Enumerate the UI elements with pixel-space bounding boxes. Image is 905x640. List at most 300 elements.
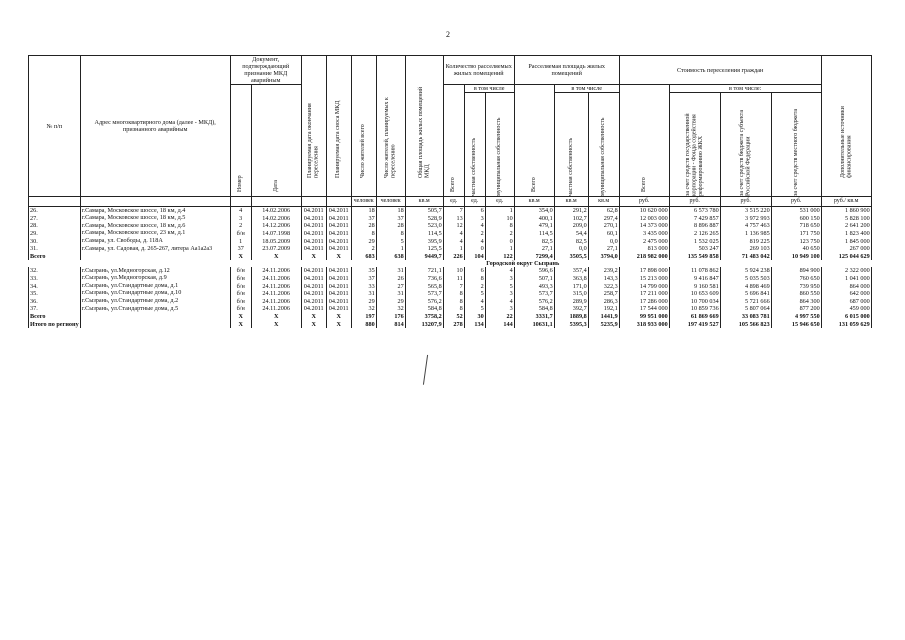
unit: кв.м xyxy=(514,197,554,207)
table-cell: 24.11.2006 xyxy=(251,267,301,275)
table-cell: 736,6 xyxy=(405,275,443,283)
table-cell: 814 xyxy=(376,320,405,328)
table-cell: г.Сызрань, ул.Стандартные дома, д.1 xyxy=(80,282,230,290)
table-cell: 8 xyxy=(351,230,376,238)
table-cell: 267 000 xyxy=(821,245,871,253)
table-cell: 4 898 469 xyxy=(720,282,771,290)
unit: человек xyxy=(376,197,405,207)
table-cell: 813 000 xyxy=(619,245,669,253)
table-cell: 493,3 xyxy=(514,282,554,290)
table-cell: 523,0 xyxy=(405,222,443,230)
table-cell: 11 xyxy=(443,275,464,283)
table-cell: 27,1 xyxy=(514,245,554,253)
table-cell: 37 xyxy=(351,275,376,283)
table-cell: 54,4 xyxy=(554,230,588,238)
table-cell: 864 000 xyxy=(821,282,871,290)
table-cell: 29 xyxy=(351,237,376,245)
table-cell xyxy=(80,320,230,328)
unit: ед. xyxy=(443,197,464,207)
rooms-in-that: в том числе xyxy=(464,85,514,93)
table-cell: 8 xyxy=(464,275,485,283)
table-cell: 4 xyxy=(485,267,514,275)
table-cell: б/н xyxy=(230,305,251,313)
table-cell: 29. xyxy=(29,230,81,238)
table-cell: 14.02.2006 xyxy=(251,215,301,223)
table-cell: 363,8 xyxy=(554,275,588,283)
table-cell: 819 225 xyxy=(720,237,771,245)
table-cell: 18.05.2009 xyxy=(251,237,301,245)
col-num: № п/п xyxy=(29,56,81,197)
table-cell: 4 757 463 xyxy=(720,222,771,230)
table-cell: 4 xyxy=(443,237,464,245)
table-cell: 5395,3 xyxy=(554,320,588,328)
table-cell: 14 799 000 xyxy=(619,282,669,290)
table-cell: 23.07.2009 xyxy=(251,245,301,253)
table-cell: 14 373 000 xyxy=(619,222,669,230)
table-cell: 04.2011 xyxy=(326,298,351,306)
col-planned-end: Планируемая дата окончания переселения xyxy=(301,56,326,197)
table-cell: 17 211 000 xyxy=(619,290,669,298)
table-cell: 10 700 034 xyxy=(669,298,720,306)
col-residents-total: Число жителей всего xyxy=(351,56,376,197)
table-row xyxy=(29,245,872,253)
table-cell: 5 721 666 xyxy=(720,298,771,306)
table-cell: 2 xyxy=(351,245,376,253)
table-cell: 04.2011 xyxy=(301,207,326,215)
table-cell: 171 750 xyxy=(771,230,821,238)
table-cell: 04.2011 xyxy=(326,207,351,215)
table-cell: 5 xyxy=(485,282,514,290)
table-cell: X xyxy=(326,253,351,261)
table-cell: 1 xyxy=(230,237,251,245)
table-cell: 04.2011 xyxy=(326,282,351,290)
table-cell: 123 750 xyxy=(771,237,821,245)
table-cell: 860 550 xyxy=(771,290,821,298)
table-cell: 04.2011 xyxy=(326,237,351,245)
table-cell: г.Сызрань, ул.Стандартные дома, д.10 xyxy=(80,290,230,298)
table-cell: 04.2011 xyxy=(301,237,326,245)
table-cell: 10 949 100 xyxy=(771,253,821,261)
table-cell: 1 845 000 xyxy=(821,237,871,245)
table-cell: 17 544 000 xyxy=(619,305,669,313)
table-cell: 3794,0 xyxy=(588,253,619,261)
total-row xyxy=(29,313,872,321)
table-cell: 5 924 238 xyxy=(720,267,771,275)
table-cell: б/н xyxy=(230,267,251,275)
table-cell: 125 044 629 xyxy=(821,253,871,261)
unit: ед. xyxy=(485,197,514,207)
table-cell: 2 xyxy=(485,230,514,238)
unit: руб. xyxy=(771,197,821,207)
table-cell: 192,1 xyxy=(588,305,619,313)
table-cell: 33 083 781 xyxy=(720,313,771,321)
col-area-total: Всего xyxy=(514,85,554,197)
table-cell: 9 160 581 xyxy=(669,282,720,290)
table-cell: 8 xyxy=(443,298,464,306)
table-cell: 28 xyxy=(376,222,405,230)
table-cell: 04.2011 xyxy=(301,230,326,238)
table-cell: г.Самара, Московское шоссе, 18 км, д.6 xyxy=(80,222,230,230)
table-cell: 596,6 xyxy=(514,267,554,275)
table-cell: 3 xyxy=(485,305,514,313)
table-cell: 32 xyxy=(351,305,376,313)
table-cell: 33 xyxy=(351,282,376,290)
table-cell: 14.07.1998 xyxy=(251,230,301,238)
unit: руб. xyxy=(669,197,720,207)
table-cell: 13 xyxy=(443,215,464,223)
table-cell: 1 xyxy=(485,207,514,215)
table-cell: 62,8 xyxy=(588,207,619,215)
table-cell: 29 xyxy=(376,298,405,306)
table-cell: 9449,7 xyxy=(405,253,443,261)
table-cell: 17 898 000 xyxy=(619,267,669,275)
table-cell: 7299,4 xyxy=(514,253,554,261)
table-cell: 2 xyxy=(230,222,251,230)
table-row xyxy=(29,230,872,238)
table-cell: 82,5 xyxy=(514,237,554,245)
col-cost-total: Всего xyxy=(619,85,669,197)
table-cell: 638 xyxy=(376,253,405,261)
table-cell: 718 650 xyxy=(771,222,821,230)
table-cell: 04.2011 xyxy=(326,245,351,253)
table-row xyxy=(29,222,872,230)
table-cell: г.Сызрань, ул.Медногорская, д.12 xyxy=(80,267,230,275)
table-cell: 3 xyxy=(230,215,251,223)
table-cell: 15 213 000 xyxy=(619,275,669,283)
table-cell: 5 696 841 xyxy=(720,290,771,298)
unit: руб./ кв.м xyxy=(821,197,871,207)
table-body-samara xyxy=(29,207,872,261)
table-cell: 27,1 xyxy=(588,245,619,253)
table-cell: 8 896 887 xyxy=(669,222,720,230)
table-cell: 395,9 xyxy=(405,237,443,245)
table-cell: 4 xyxy=(485,298,514,306)
col-area-municipal: муниципальная собственность xyxy=(588,93,619,197)
table-cell: 04.2011 xyxy=(326,267,351,275)
table-cell: 15 946 650 xyxy=(771,320,821,328)
table-cell: 3 xyxy=(485,290,514,298)
table-cell: 134 xyxy=(464,320,485,328)
col-residents-planned: Число жителей, планируемых к переселению xyxy=(376,56,405,197)
table-cell: 600 150 xyxy=(771,215,821,223)
table-cell: 122 xyxy=(485,253,514,261)
units-row xyxy=(29,197,872,207)
unit: кв.м xyxy=(588,197,619,207)
table-cell: 114,5 xyxy=(514,230,554,238)
table-cell: 683 xyxy=(351,253,376,261)
table-cell: 286,3 xyxy=(588,298,619,306)
table-cell: 04.2011 xyxy=(301,222,326,230)
table-cell: 3 xyxy=(485,275,514,283)
table-cell: 14.02.2006 xyxy=(251,207,301,215)
unit: кв.м xyxy=(554,197,588,207)
table-cell: 1441,9 xyxy=(588,313,619,321)
table-cell: 04.2011 xyxy=(326,222,351,230)
table-cell: г.Сызрань, ул.Стандартные дома, д.2 xyxy=(80,298,230,306)
table-cell xyxy=(80,253,230,261)
table-cell: 258,7 xyxy=(588,290,619,298)
table-cell: 6 xyxy=(464,207,485,215)
table-cell: 3 xyxy=(464,215,485,223)
table-row xyxy=(29,305,872,313)
emergency-housing-table xyxy=(28,55,872,328)
table-cell: 5 828 100 xyxy=(821,215,871,223)
table-cell: 24.11.2006 xyxy=(251,305,301,313)
table-cell: 505,7 xyxy=(405,207,443,215)
table-cell: 322,3 xyxy=(588,282,619,290)
table-cell: г.Самара, Московское шоссе, 18 км, д.4 xyxy=(80,207,230,215)
table-cell: 2 xyxy=(464,230,485,238)
table-cell: 10 xyxy=(485,215,514,223)
table-cell: 1 823 400 xyxy=(821,230,871,238)
table-cell: 531 000 xyxy=(771,207,821,215)
col-document: Документ, подтверждающий признание МКД аварийным xyxy=(230,56,301,85)
table-cell: 2 322 000 xyxy=(821,267,871,275)
table-cell: 31 xyxy=(376,290,405,298)
table-cell: 04.2011 xyxy=(326,305,351,313)
section-row xyxy=(29,260,872,267)
table-cell: 0 xyxy=(485,237,514,245)
table-cell: 28. xyxy=(29,222,81,230)
table-cell: 04.2011 xyxy=(301,305,326,313)
table-cell: 479,1 xyxy=(514,222,554,230)
table-cell: 3 435 000 xyxy=(619,230,669,238)
table-cell: 2 475 000 xyxy=(619,237,669,245)
table-cell: 0,0 xyxy=(588,237,619,245)
table-cell: г.Самара, Московское шоссе, 23 км, д.1 xyxy=(80,230,230,238)
table-cell: 269 103 xyxy=(720,245,771,253)
table-cell: 35 xyxy=(351,267,376,275)
table-cell: 171,0 xyxy=(554,282,588,290)
table-cell: 6 573 780 xyxy=(669,207,720,215)
table-cell: 1 041 000 xyxy=(821,275,871,283)
table-cell: 31 xyxy=(351,290,376,298)
col-rooms-count: Количество расселяемых жилых помещений xyxy=(443,56,514,85)
table-cell: 34. xyxy=(29,282,81,290)
table-cell: 35. xyxy=(29,290,81,298)
pen-mark xyxy=(423,355,431,385)
table-cell: 278 xyxy=(443,320,464,328)
table-cell: 0,0 xyxy=(554,245,588,253)
table-cell: б/н xyxy=(230,230,251,238)
table-cell: 392,7 xyxy=(554,305,588,313)
table-cell xyxy=(80,313,230,321)
col-doc-number: Номер xyxy=(230,85,251,197)
table-cell: 270,1 xyxy=(588,222,619,230)
table-cell: 10 859 736 xyxy=(669,305,720,313)
table-cell: 114,5 xyxy=(405,230,443,238)
table-cell: б/н xyxy=(230,298,251,306)
table-cell: 30 xyxy=(464,313,485,321)
table-cell: 11 078 862 xyxy=(669,267,720,275)
table-cell: 1 xyxy=(376,245,405,253)
table-cell: 239,2 xyxy=(588,267,619,275)
table-cell: 218 982 000 xyxy=(619,253,669,261)
unit: человек xyxy=(351,197,376,207)
table-cell: 7 xyxy=(443,207,464,215)
table-cell: 10631,1 xyxy=(514,320,554,328)
table-cell: 318 933 000 xyxy=(619,320,669,328)
table-cell: 22 xyxy=(485,313,514,321)
table-cell: 24.11.2006 xyxy=(251,298,301,306)
table-cell: 576,2 xyxy=(514,298,554,306)
unit: ед. xyxy=(464,197,485,207)
table-cell: 354,0 xyxy=(514,207,554,215)
table-cell: 13207,9 xyxy=(405,320,443,328)
table-cell: X xyxy=(326,313,351,321)
table-cell: 61 869 669 xyxy=(669,313,720,321)
table-cell: 8 xyxy=(443,305,464,313)
table-cell: 297,4 xyxy=(588,215,619,223)
table-cell: 400,1 xyxy=(514,215,554,223)
table-cell: 18 xyxy=(351,207,376,215)
table-cell: 24.11.2006 xyxy=(251,282,301,290)
table-cell: б/н xyxy=(230,290,251,298)
area-in-that: в том числе xyxy=(554,85,619,93)
table-cell: 8 xyxy=(376,230,405,238)
col-cost: Стоимость переселения граждан xyxy=(619,56,821,85)
table-cell: 04.2011 xyxy=(326,275,351,283)
table-cell: 40 650 xyxy=(771,245,821,253)
table-cell: 37 xyxy=(230,245,251,253)
table-cell: 7 429 857 xyxy=(669,215,720,223)
table-row xyxy=(29,275,872,283)
col-doc-date: Дата xyxy=(251,85,301,197)
table-cell: 6 xyxy=(464,267,485,275)
table-cell: 9 416 847 xyxy=(669,275,720,283)
col-rooms-private: частная собственность xyxy=(464,93,485,197)
table-cell: 5 807 064 xyxy=(720,305,771,313)
table-cell: 573,7 xyxy=(405,290,443,298)
table-cell: X xyxy=(326,320,351,328)
table-cell: 2 126 265 xyxy=(669,230,720,238)
table-cell: 459 000 xyxy=(821,305,871,313)
table-cell: 14.12.2006 xyxy=(251,222,301,230)
table-cell: 3758,2 xyxy=(405,313,443,321)
table-cell: 144 xyxy=(485,320,514,328)
table-cell: 4 997 550 xyxy=(771,313,821,321)
table-cell: 04.2011 xyxy=(301,275,326,283)
table-cell: 7 xyxy=(443,282,464,290)
table-cell: 1 860 900 xyxy=(821,207,871,215)
table-cell: 04.2011 xyxy=(301,298,326,306)
table-cell: X xyxy=(301,313,326,321)
table-cell: 143,3 xyxy=(588,275,619,283)
table-cell: 197 xyxy=(351,313,376,321)
table-cell: 37 xyxy=(351,215,376,223)
table-cell: г.Самара, Московское шоссе, 18 км, д.5 xyxy=(80,215,230,223)
table-cell: 27. xyxy=(29,215,81,223)
table-cell: 1889,8 xyxy=(554,313,588,321)
col-planned-demolish: Планируемая дата сноса МКД xyxy=(326,56,351,197)
table-cell: 584,8 xyxy=(514,305,554,313)
table-cell: 135 549 858 xyxy=(669,253,720,261)
table-cell: 1 xyxy=(443,245,464,253)
table-cell: 31 xyxy=(376,267,405,275)
table-cell: 24.11.2006 xyxy=(251,290,301,298)
table-cell: 3 515 220 xyxy=(720,207,771,215)
table-cell: X xyxy=(301,253,326,261)
table-cell: 71 483 042 xyxy=(720,253,771,261)
table-cell: 04.2011 xyxy=(301,290,326,298)
table-cell: 5 xyxy=(464,290,485,298)
col-cost-fund: за счет средств государственной корпорации - Фонда содействия реформированию ЖКХ xyxy=(669,93,720,197)
table-cell: 60,1 xyxy=(588,230,619,238)
table-cell: б/н xyxy=(230,275,251,283)
table-cell: 2 xyxy=(464,282,485,290)
table-cell: 1 xyxy=(485,245,514,253)
table-cell: 37 xyxy=(376,215,405,223)
table-cell: 291,2 xyxy=(554,207,588,215)
table-row xyxy=(29,267,872,275)
table-cell: 894 900 xyxy=(771,267,821,275)
col-address: Адрес многоквартирного дома (далее - МКД), признанного аварийным xyxy=(80,56,230,197)
table-cell: 1 136 985 xyxy=(720,230,771,238)
table-row xyxy=(29,282,872,290)
table-cell: 04.2011 xyxy=(301,267,326,275)
table-cell: 10 653 609 xyxy=(669,290,720,298)
table-cell: 6 015 000 xyxy=(821,313,871,321)
table-cell: 877 200 xyxy=(771,305,821,313)
table-cell: 52 xyxy=(443,313,464,321)
table-cell: 4 xyxy=(464,237,485,245)
table-cell: X xyxy=(251,253,301,261)
grand-total-row xyxy=(29,320,872,328)
table-cell: 2 641 200 xyxy=(821,222,871,230)
table-cell: 3331,7 xyxy=(514,313,554,321)
table-cell: 04.2011 xyxy=(301,245,326,253)
table-cell: 17 286 000 xyxy=(619,298,669,306)
table-cell: 5 xyxy=(464,305,485,313)
table-cell: 26. xyxy=(29,207,81,215)
table-cell: г.Самара, ул. Садовая, д. 265-267, литера Аа1а2а3 xyxy=(80,245,230,253)
table-cell: 5235,9 xyxy=(588,320,619,328)
table-cell: 5 035 503 xyxy=(720,275,771,283)
total-row xyxy=(29,253,872,261)
col-area-resettled: Расселяемая площадь жилых помещений xyxy=(514,56,619,85)
table-cell: 760 650 xyxy=(771,275,821,283)
table-cell: 32. xyxy=(29,267,81,275)
page-number: 2 xyxy=(446,30,450,39)
table-cell: 197 419 527 xyxy=(669,320,720,328)
table-cell: 8 xyxy=(443,290,464,298)
table-cell: 1 532 025 xyxy=(669,237,720,245)
table-cell: 0 xyxy=(464,245,485,253)
table-cell: 584,8 xyxy=(405,305,443,313)
table-cell: 3505,5 xyxy=(554,253,588,261)
table-cell: 99 951 000 xyxy=(619,313,669,321)
table-cell: 4 xyxy=(230,207,251,215)
table-cell: 28 xyxy=(351,222,376,230)
table-cell: 739 950 xyxy=(771,282,821,290)
table-cell: 176 xyxy=(376,313,405,321)
table-cell: 289,9 xyxy=(554,298,588,306)
header-row-1 xyxy=(29,56,872,85)
table-cell: 687 000 xyxy=(821,298,871,306)
table-row xyxy=(29,215,872,223)
table-cell: 209,0 xyxy=(554,222,588,230)
table-cell: 33. xyxy=(29,275,81,283)
table-row xyxy=(29,207,872,215)
table-body-syzran xyxy=(29,260,872,328)
col-total-area: Общая площадь жилых помещений МКД xyxy=(405,56,443,197)
table-cell: 721,1 xyxy=(405,267,443,275)
table-cell: 10 xyxy=(443,267,464,275)
table-cell: 573,7 xyxy=(514,290,554,298)
col-cost-region: за счет средств бюджета субъекта Российской Федерации xyxy=(720,93,771,197)
table-cell: 4 xyxy=(464,298,485,306)
table-cell: 04.2011 xyxy=(301,282,326,290)
